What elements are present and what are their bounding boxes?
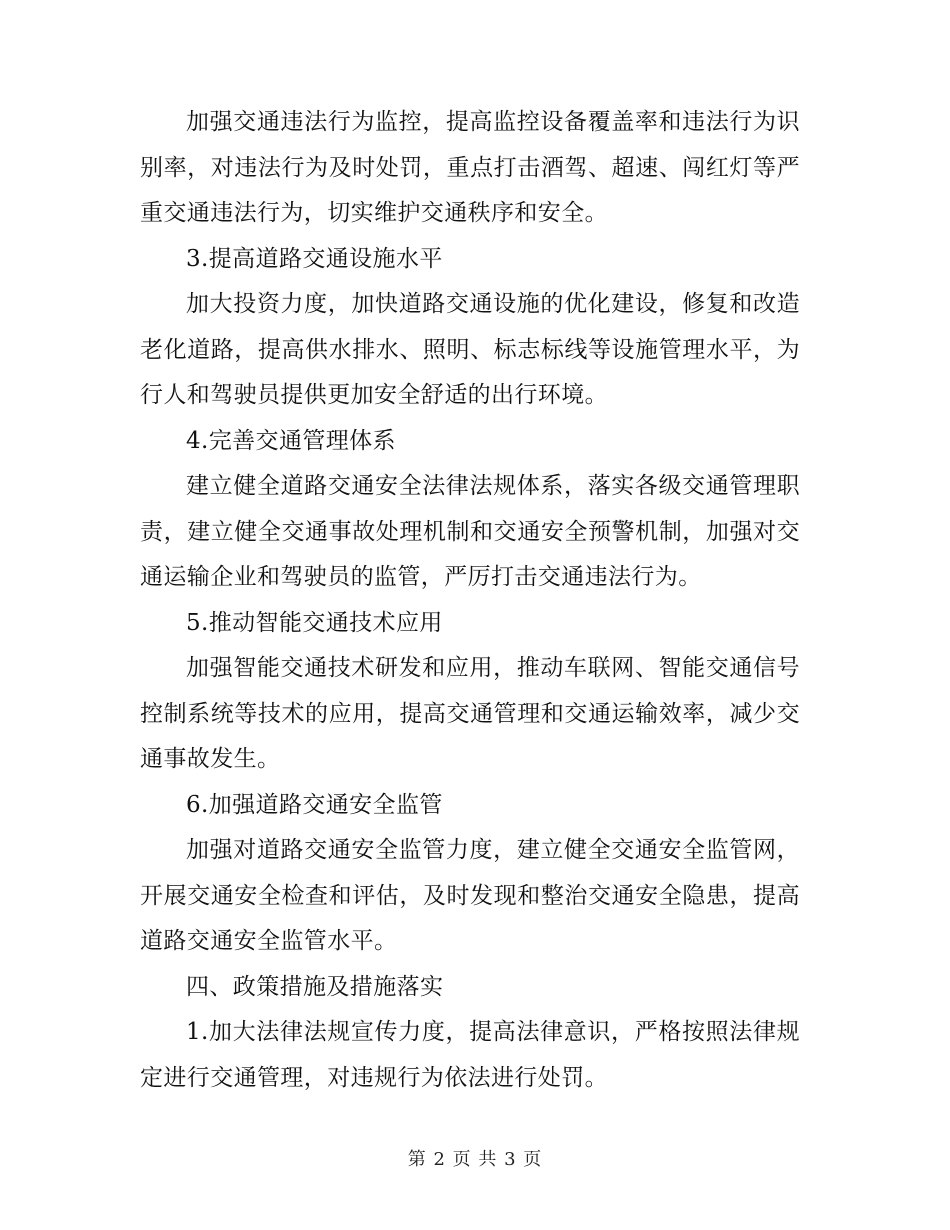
paragraph-traffic-violation-monitoring: 加强交通违法行为监控，提高监控设备覆盖率和违法行为识别率，对违法行为及时处罚，重点打击酒驾、超速、闯红灯等严重交通违法行为，切实维护交通秩序和安全。 bbox=[140, 109, 800, 226]
paragraph-safety-supervision: 加强对道路交通安全监管力度，建立健全交通安全监管网，开展交通安全检查和评估，及时发现和整治交通安全隐患，提高道路交通安全监管水平。 bbox=[140, 837, 800, 954]
paragraph-legal-publicity: 1.加大法律法规宣传力度，提高法律意识，严格按照法律规定进行交通管理，对违规行为依法进行处罚。 bbox=[140, 1019, 800, 1091]
section-heading-6: 6.加强道路交通安全监管 bbox=[186, 791, 443, 818]
paragraph-management-system: 建立健全道路交通安全法律法规体系，落实各级交通管理职责，建立健全交通事故处理机制和交通安全预警机制，加强对交通运输企业和驾驶员的监管，严厉打击交通违法行为。 bbox=[140, 473, 800, 590]
section-heading-5: 5.推动智能交通技术应用 bbox=[186, 609, 443, 636]
paragraph-intelligent-transport: 加强智能交通技术研发和应用，推动车联网、智能交通信号控制系统等技术的应用，提高交通管理和交通运输效率，减少交通事故发生。 bbox=[140, 655, 800, 772]
document-body bbox=[140, 100, 800, 1101]
page-number-footer: 第 2 页 共 3 页 bbox=[407, 1149, 543, 1170]
section-heading-3: 3.提高道路交通设施水平 bbox=[186, 245, 443, 272]
chapter-heading-4: 四、政策措施及措施落实 bbox=[186, 973, 444, 1000]
paragraph-infrastructure: 加大投资力度，加快道路交通设施的优化建设，修复和改造老化道路，提高供水排水、照明、标志标线等设施管理水平，为行人和驾驶员提供更加安全舒适的出行环境。 bbox=[140, 291, 800, 408]
section-heading-4: 4.完善交通管理体系 bbox=[186, 427, 396, 454]
